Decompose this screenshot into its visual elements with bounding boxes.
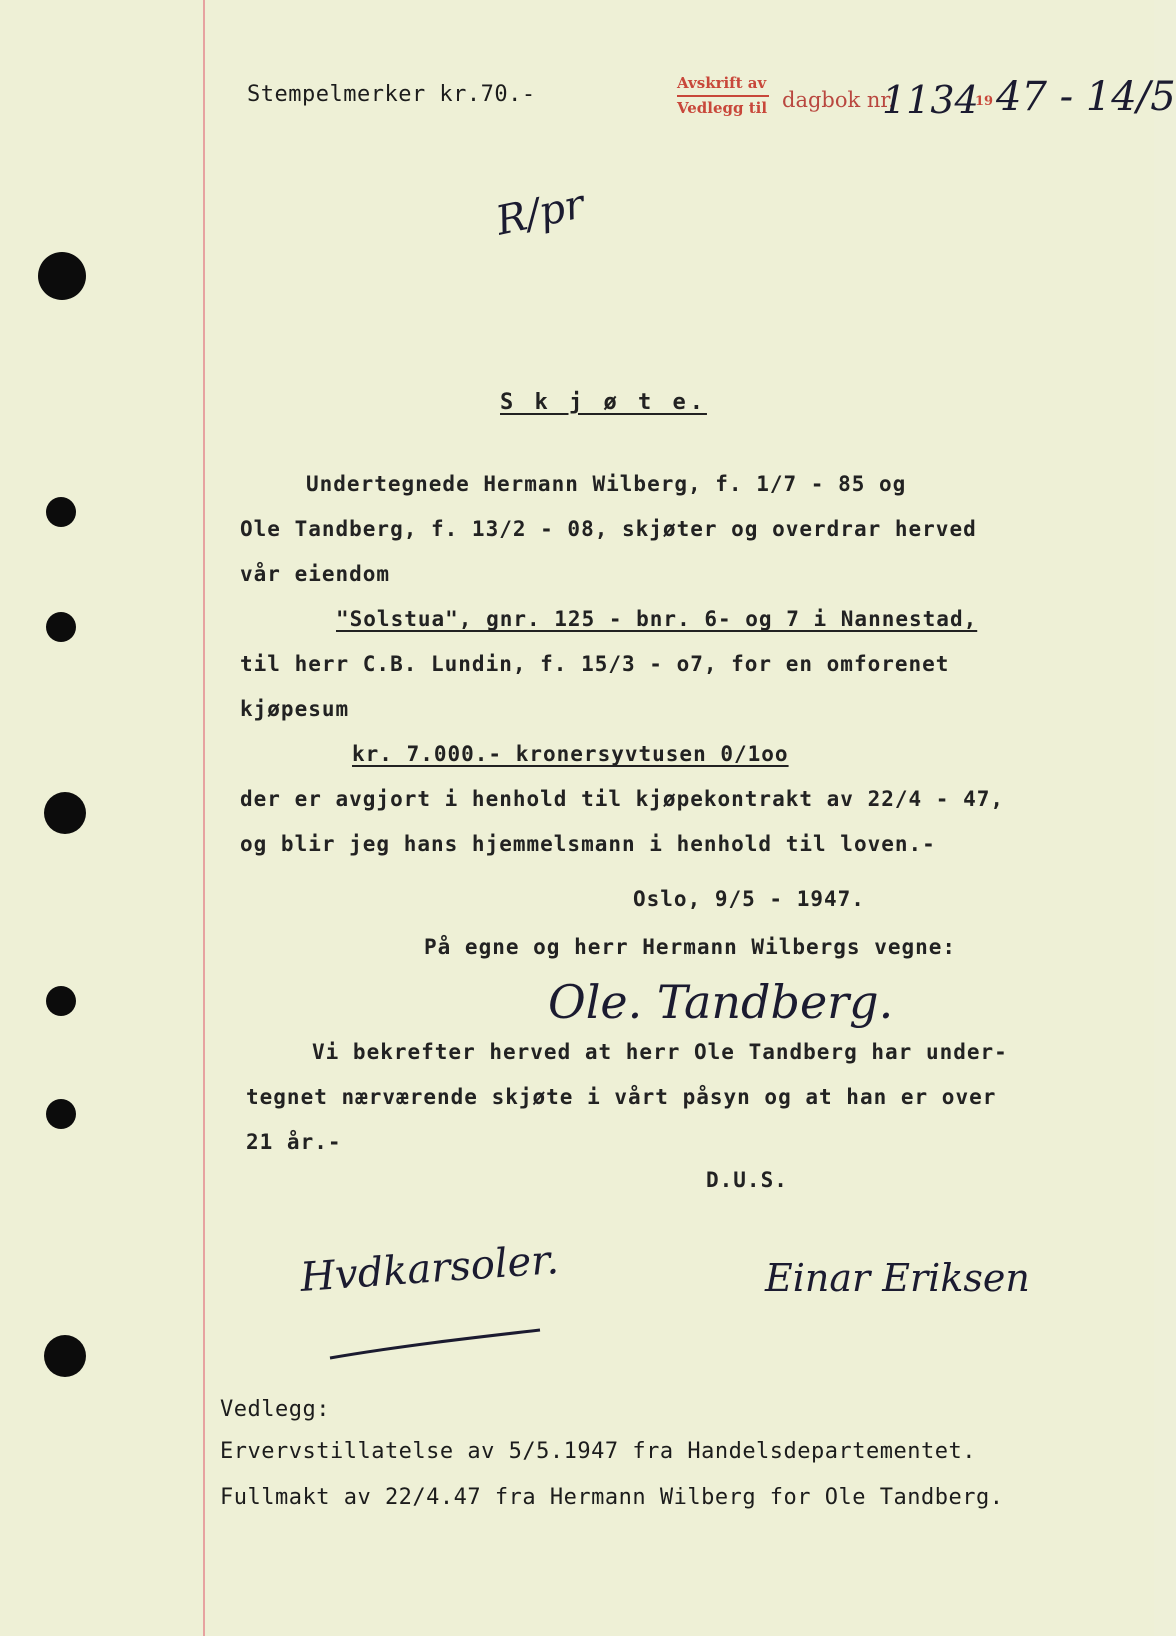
stamp-line-1: Avskrift av [677, 74, 767, 92]
year-and-date: 47 - 14/5 [996, 74, 1176, 120]
dus-line: D.U.S. [706, 1168, 788, 1192]
body-line: og blir jeg hans hjemmelsmann i henhold til loven.- [240, 832, 936, 856]
confirmation-line: Vi bekrefter herved at herr Ole Tandberg har under- [312, 1040, 1008, 1064]
witness-signature-1: Hvdkarsoler. [298, 1237, 561, 1301]
on-behalf-line: På egne og herr Hermann Wilbergs vegne: [424, 935, 957, 959]
attachments-label: Vedlegg: [220, 1397, 330, 1422]
place-date: Oslo, 9/5 - 1947. [633, 887, 865, 911]
body-line: Ole Tandberg, f. 13/2 - 08, skjøter og overdrar herved [240, 517, 977, 541]
year-prefix: 19 [975, 94, 994, 109]
confirmation-line: tegnet nærværende skjøte i vårt påsyn og at han er over [246, 1085, 997, 1109]
body-line: kjøpesum [240, 697, 350, 721]
signature-ole-tandberg: Ole. Tandberg. [548, 975, 894, 1029]
property-line: "Solstua", gnr. 125 - bnr. 6- og 7 i Nannestad, [336, 607, 978, 631]
price-line: kr. 7.000.- kronersyvtusen 0/1oo [352, 742, 789, 766]
body-line: til herr C.B. Lundin, f. 15/3 - o7, for en omforenet [240, 652, 950, 676]
confirmation-line: 21 år.- [246, 1130, 342, 1154]
document-title: S k j ø t e. [500, 390, 707, 415]
diary-number: 1134 [882, 78, 979, 122]
stamp-fee: Stempelmerker kr.70.- [247, 82, 536, 107]
handwritten-initials: R/pr [492, 181, 589, 245]
witness-signature-2: Einar Eriksen [765, 1256, 1030, 1300]
body-line: vår eiendom [240, 562, 391, 586]
stamp-line-2: Vedlegg til [677, 99, 768, 117]
body-line: der er avgjort i henhold til kjøpekontrakt av 22/4 - 47, [240, 787, 1005, 811]
attachment-item: Fullmakt av 22/4.47 fra Hermann Wilberg for Ole Tandberg. [220, 1485, 1004, 1510]
body-line: Undertegnede Hermann Wilberg, f. 1/7 - 85 og [306, 472, 907, 496]
attachment-item: Ervervstillatelse av 5/5.1947 fra Handelsdepartementet. [220, 1439, 976, 1464]
diary-label: dagbok nr. [782, 88, 895, 112]
